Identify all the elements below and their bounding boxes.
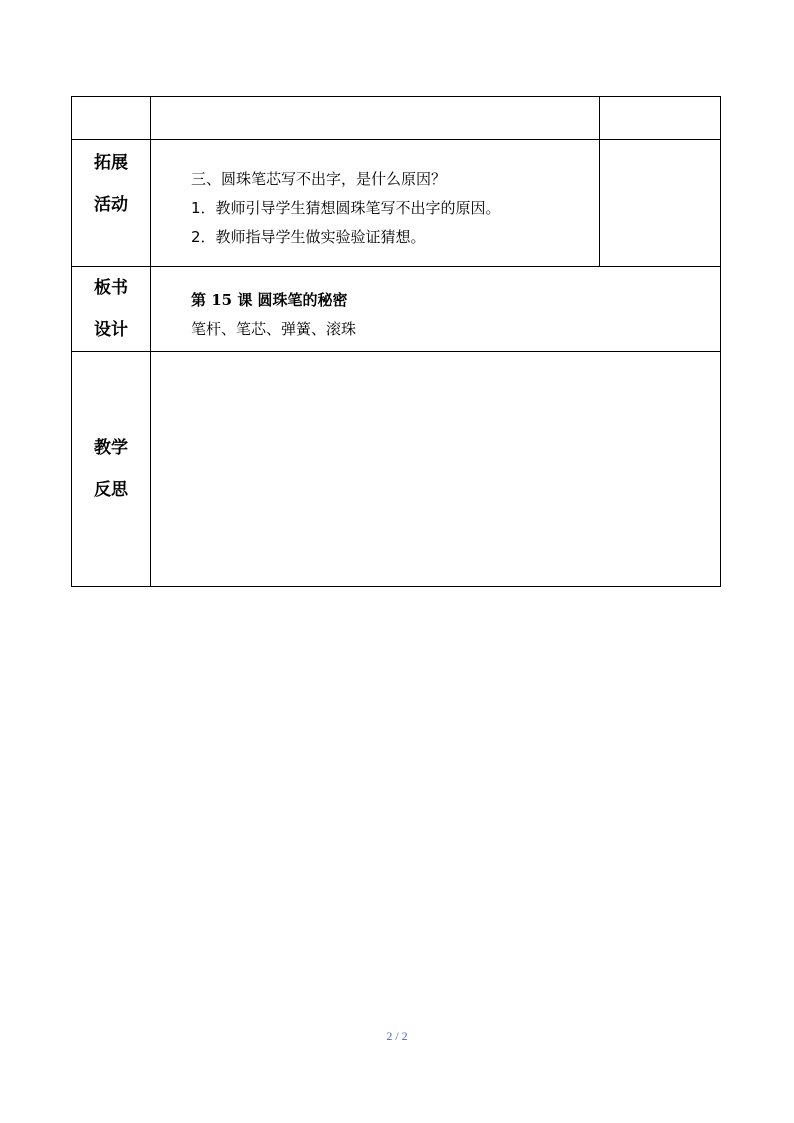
empty-content-cell bbox=[151, 97, 600, 140]
empty-label-cell bbox=[72, 97, 151, 140]
label-line-1: 教学 bbox=[94, 438, 128, 458]
board-design-label bbox=[72, 267, 151, 352]
label-line-2: 活动 bbox=[94, 195, 128, 215]
empty-right-cell bbox=[600, 97, 721, 140]
lesson-title: 第 15 课 圆珠笔的秘密 bbox=[191, 291, 348, 309]
label-line-1: 板书 bbox=[94, 278, 128, 298]
activity-step-1: 1．教师引导学生猜想圆珠笔写不出字的原因。 bbox=[191, 199, 501, 217]
table-row-extension-activity bbox=[72, 140, 721, 267]
table-row-teaching-reflection bbox=[72, 352, 721, 587]
teaching-reflection-label bbox=[72, 352, 151, 587]
extension-activity-label bbox=[72, 140, 151, 267]
board-design-content bbox=[151, 267, 721, 352]
extension-activity-content bbox=[151, 140, 600, 267]
lesson-plan-table bbox=[71, 96, 721, 587]
label-line-2: 反思 bbox=[94, 480, 128, 500]
label-line-2: 设计 bbox=[94, 320, 128, 340]
activity-question: 三、圆珠笔芯写不出字，是什么原因？ bbox=[191, 170, 447, 188]
activity-step-2: 2．教师指导学生做实验验证猜想。 bbox=[191, 228, 426, 246]
page-number: 2 / 2 bbox=[386, 1029, 408, 1043]
extension-activity-right-cell bbox=[600, 140, 721, 267]
pen-parts: 笔杆、笔芯、弹簧、滚珠 bbox=[191, 320, 357, 338]
table-row-board-design bbox=[72, 267, 721, 352]
label-line-1: 拓展 bbox=[94, 153, 128, 173]
teaching-reflection-content bbox=[151, 352, 721, 587]
table-row-empty bbox=[72, 97, 721, 140]
